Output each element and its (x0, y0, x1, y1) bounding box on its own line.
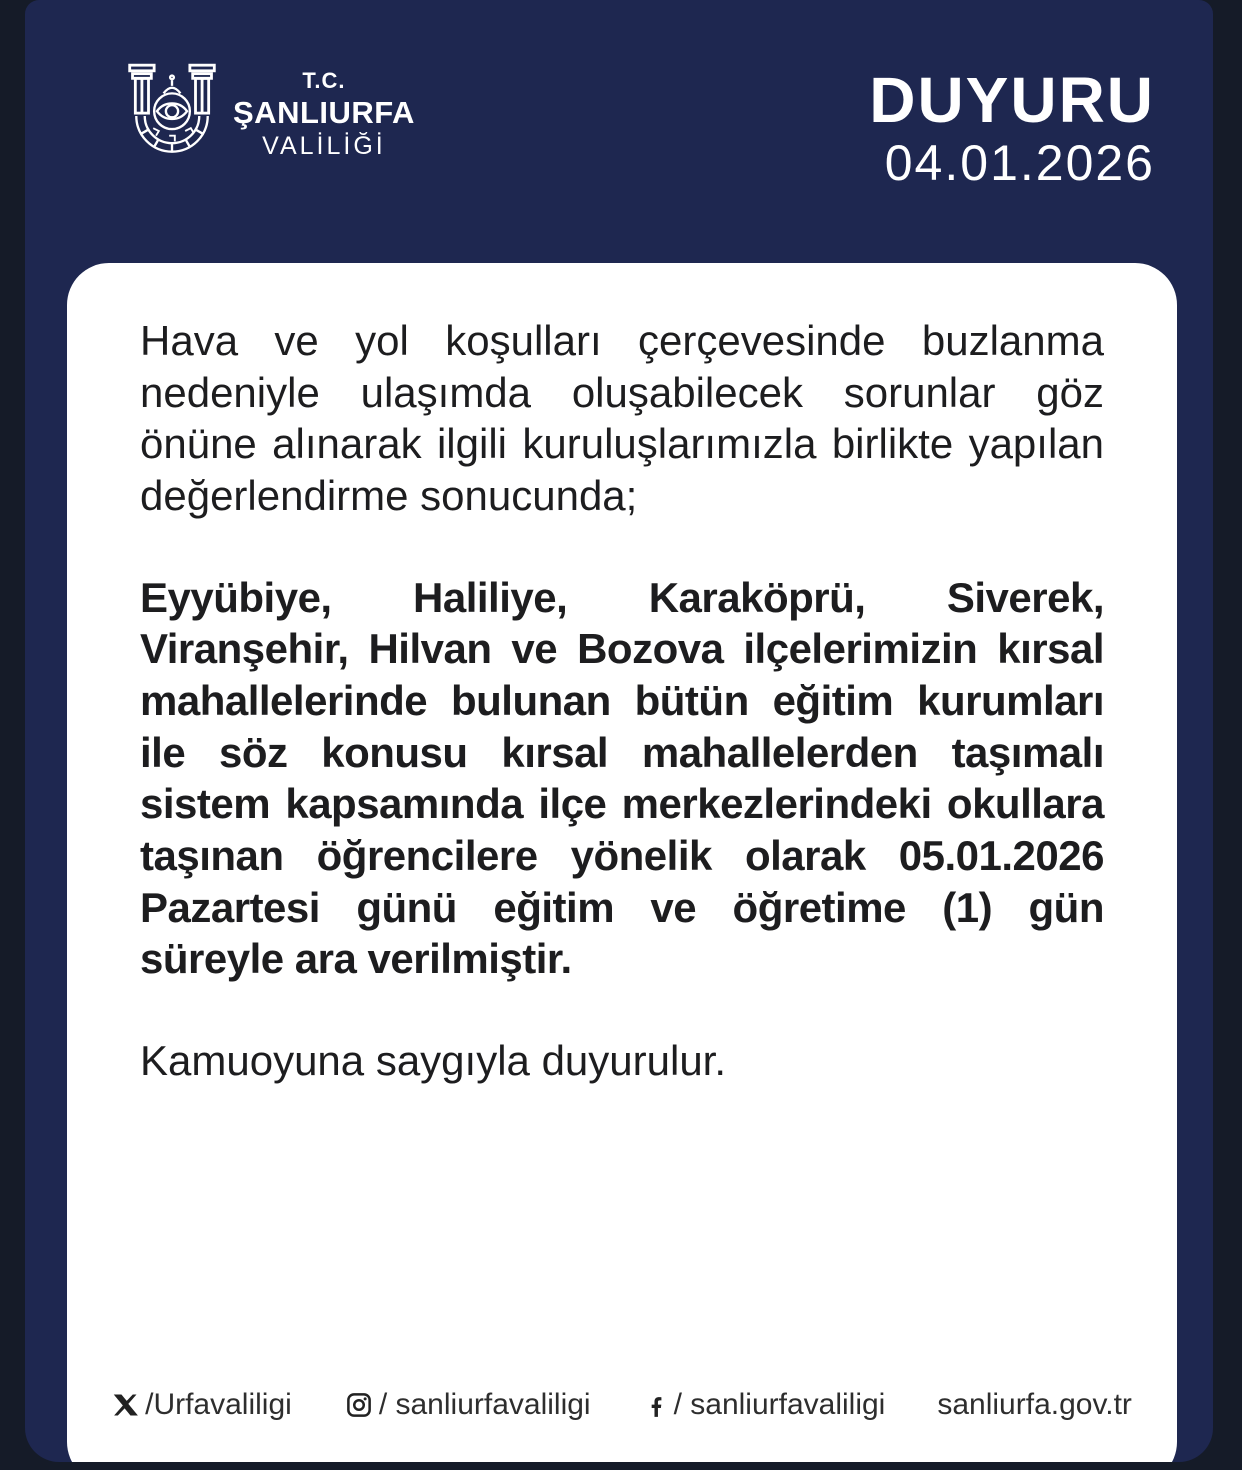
title-block (869, 64, 1155, 191)
announcement-card (67, 263, 1177, 1462)
sanliurfa-emblem-icon (125, 62, 219, 168)
facebook-handle-text: / sanliurfavaliligi (673, 1388, 886, 1421)
header (25, 0, 1213, 263)
instagram-handle (344, 1388, 591, 1422)
facebook-handle (643, 1388, 886, 1422)
instagram-handle-text: / sanliurfavaliligi (378, 1388, 591, 1421)
paragraph-decision: Eyyübiye, Haliliye, Karaköprü, Siverek, Viranşehir, Hilvan ve Bozova ilçelerimizin kırsal mahallelerinde bulunan bütün eğitim kurumları ile söz konusu kırsal mahallelerden taşımalı sistem kapsamında ilçe merkezlerindeki okullara taşınan öğrencilere yönelik olarak 05.01.2026 Pazartesi günü eğitim ve öğretime (1) gün süreyle ara verilmiştir. (140, 573, 1104, 983)
announcement-graphic (25, 0, 1213, 1462)
website-link (937, 1388, 1132, 1422)
announcement-date: 04.01.2026 (884, 135, 1155, 191)
facebook-icon (643, 1392, 669, 1418)
logo-governorship: VALİLİĞİ (262, 132, 386, 161)
governorship-logo (125, 62, 415, 168)
social-footer (67, 1388, 1177, 1422)
x-handle-text: /Urfavaliligi (145, 1388, 292, 1421)
paragraph-intro: Hava ve yol koşulları çerçevesinde buzlanma nedeniyle ulaşımda oluşabilecek sorunlar göz önüne alınarak ilgili kuruluşlarımızla birlikte yapılan değerlendirme sonucunda; (140, 317, 1104, 519)
x-handle (112, 1388, 292, 1422)
x-logo-icon (112, 1391, 140, 1419)
announcement-title: DUYURU (869, 64, 1155, 136)
logo-tc: T.C. (302, 68, 346, 94)
instagram-icon (344, 1390, 374, 1420)
logo-text (233, 69, 415, 161)
paragraph-closing: Kamuoyuna saygıyla duyurulur. (140, 1036, 727, 1084)
logo-city: ŞANLIURFA (233, 95, 415, 131)
website-text: sanliurfa.gov.tr (937, 1388, 1132, 1421)
